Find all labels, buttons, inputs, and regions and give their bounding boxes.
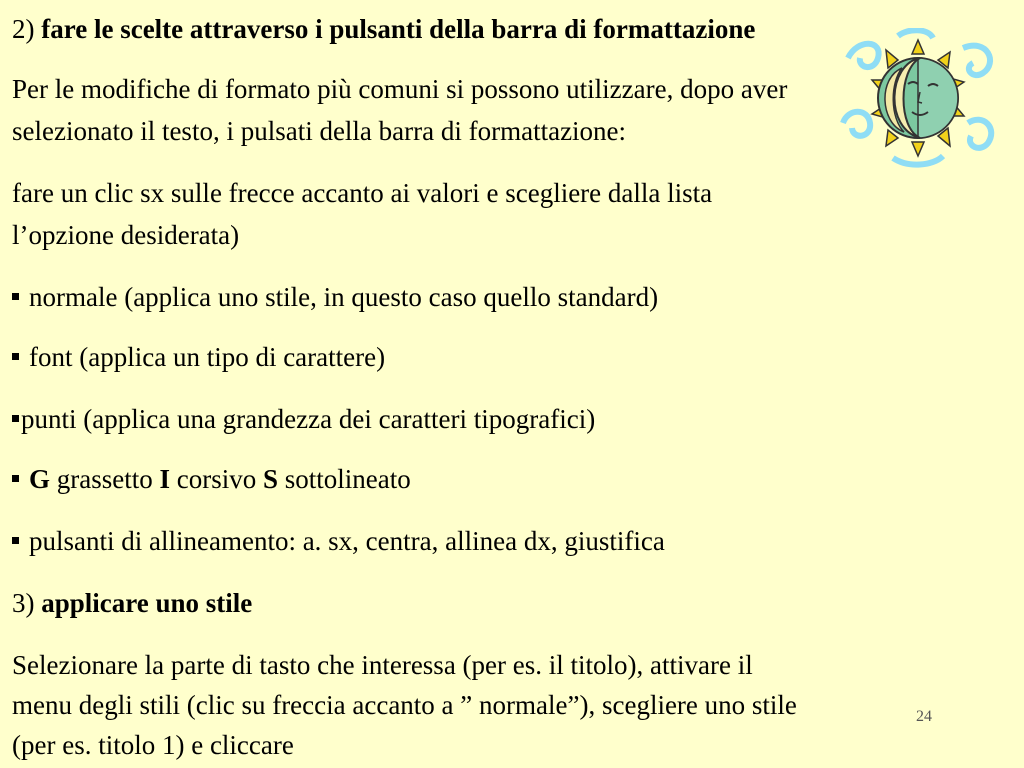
heading-section-3-number: 3) (12, 588, 42, 618)
paragraph-3-line-2: menu degli stili (clic su freccia accanto a ” normale”), scegliere uno stile (12, 690, 797, 720)
bullet-item-allineamento (12, 524, 665, 559)
italic-text: corsivo (170, 464, 263, 494)
bullet-item-format (12, 462, 411, 497)
italic-letter: I (159, 464, 171, 494)
bullet-text: font (applica un tipo di carattere) (29, 342, 386, 372)
bullet-text: punti (applica una grandezza dei caratteri tipografici) (21, 404, 596, 434)
bullet-icon (12, 475, 19, 482)
heading-section-3-title: applicare uno stile (41, 588, 253, 618)
heading-section-2-title: fare le scelte attraverso i pulsanti della barra di formattazione (41, 14, 756, 44)
bold-letter: G (29, 464, 51, 494)
sun-moon-icon (838, 28, 1000, 168)
paragraph-3-line-3: (per es. titolo 1) e cliccare (12, 730, 294, 760)
paragraph-1-line-2: selezionato il testo, i pulsati della barra di formattazione: (12, 116, 627, 146)
bullet-icon (12, 415, 19, 422)
paragraph-3-line-1: Selezionare la parte di tasto che interessa (per es. il titolo), attivare il (12, 650, 753, 680)
heading-section-3 (12, 586, 252, 621)
bullet-item-normale (12, 280, 658, 315)
bullet-text: pulsanti di allineamento: a. sx, centra, allinea dx, giustifica (29, 526, 665, 556)
underline-text: sottolineato (278, 464, 411, 494)
bullet-text: normale (applica uno stile, in questo caso quello standard) (29, 282, 659, 312)
bullet-icon (12, 353, 19, 360)
bullet-icon (12, 293, 19, 300)
bullet-item-punti (12, 402, 595, 437)
paragraph-1-line-1: Per le modifiche di formato più comuni si possono utilizzare, dopo aver (12, 74, 788, 104)
underline-letter: S (263, 464, 279, 494)
heading-section-2-number: 2) (12, 14, 42, 44)
heading-section-2 (12, 12, 755, 47)
bullet-item-font (12, 340, 385, 375)
bullet-icon (12, 537, 19, 544)
paragraph-2-line-1: fare un clic sx sulle frecce accanto ai valori e scegliere dalla lista (12, 178, 713, 208)
paragraph-2-line-2: l’opzione desiderata) (12, 220, 240, 250)
page-number: 24 (916, 708, 932, 725)
bold-text: grassetto (50, 464, 160, 494)
